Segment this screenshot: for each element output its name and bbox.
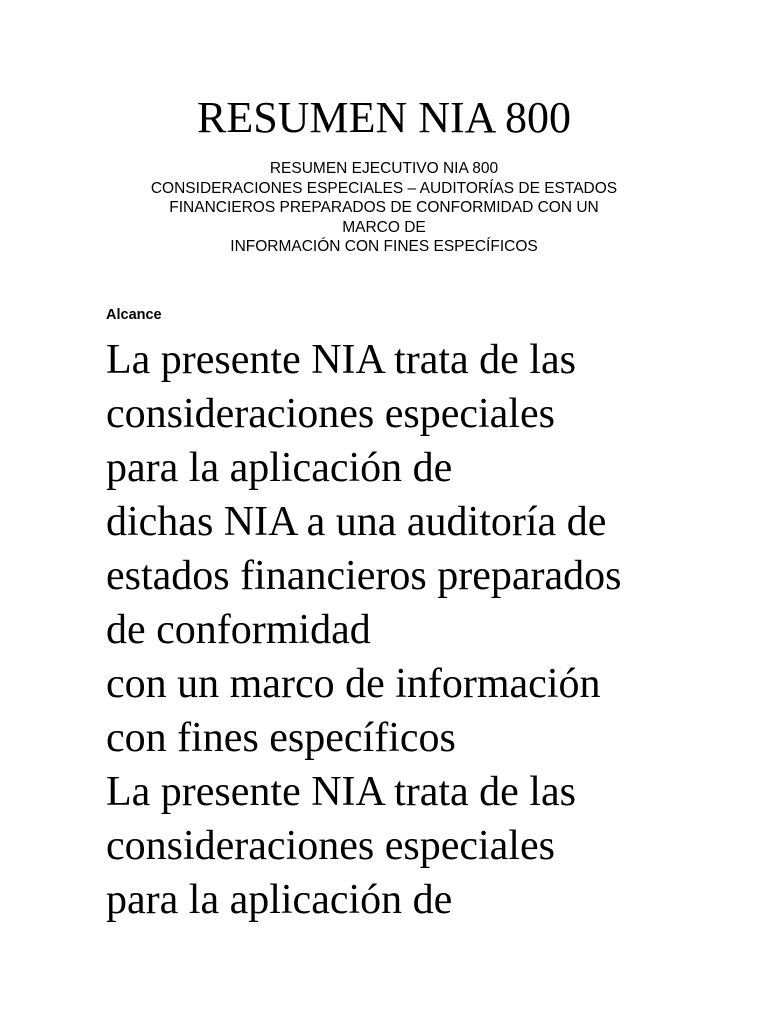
document-subtitle (60, 159, 708, 257)
document-title: RESUMEN NIA 800 (196, 93, 572, 142)
body-line: La presente NIA trata de las (106, 769, 576, 815)
body-line: dichas NIA a una auditoría de (106, 499, 607, 545)
subtitle-line: MARCO DE (342, 218, 426, 236)
body-line: consideraciones especiales (106, 823, 555, 869)
body-line: con fines específicos (106, 715, 456, 761)
body-line: estados financieros preparados (106, 553, 622, 599)
subtitle-line: RESUMEN EJECUTIVO NIA 800 (269, 160, 499, 177)
body-line: La presente NIA trata de las (106, 337, 576, 383)
body-line: para la aplicación de (106, 445, 453, 491)
section-heading-alcance: Alcance (106, 307, 162, 323)
body-line: de conformidad (106, 607, 371, 653)
subtitle-line: FINANCIEROS PREPARADOS DE CONFORMIDAD CON UN (169, 199, 599, 216)
subtitle-line: CONSIDERACIONES ESPECIALES – AUDITORÍAS DE ESTADOS (150, 179, 618, 197)
body-line: consideraciones especiales (106, 391, 555, 437)
subtitle-line: INFORMACIÓN CON FINES ESPECÍFICOS (230, 238, 538, 255)
body-paragraph (106, 333, 746, 927)
body-line: para la aplicación de (106, 877, 453, 923)
body-line: con un marco de información (106, 661, 601, 707)
